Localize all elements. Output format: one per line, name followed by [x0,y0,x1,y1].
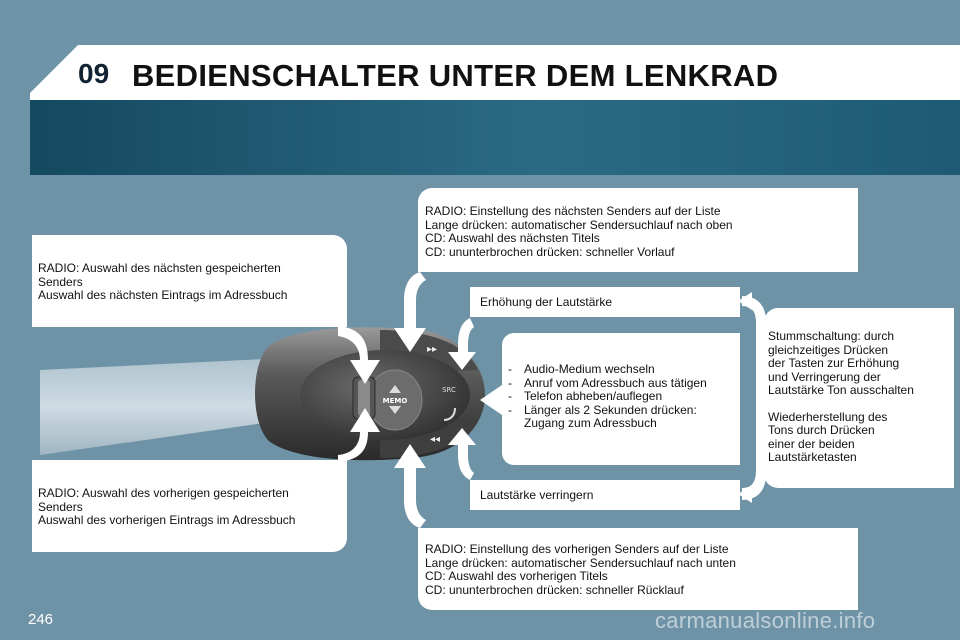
info-box-previous-station [418,528,858,610]
list-item-text: Zugang zum Adressbuch [524,416,657,430]
dash: - [508,389,512,403]
list-item [508,404,734,418]
text-line: Tons durch Drücken [768,423,875,437]
text-line: Senders [38,499,83,514]
volume-up-text: Erhöhung der Lautstärke [480,295,613,309]
info-box-next-station [418,188,858,272]
info-box-volume-up [470,287,740,317]
volume-down-text: Lautstärke verringern [480,488,594,502]
watermark: carmanualsonline.info [655,608,876,633]
memo-label: MEMO [382,397,408,405]
info-box-mute [764,308,954,488]
list-item [508,390,734,404]
bracket-right-icon [742,296,766,500]
text-line: Lautstärke Ton ausschalten [768,383,914,397]
text-line: der Tasten zur Erhöhung [768,356,900,370]
text-line: Wiederherstellung des [768,409,888,424]
text-line: und Verringerung der [768,369,881,384]
chapter-number: 09 [78,58,110,89]
info-box-volume-down [470,480,740,510]
text-line: einer der beiden [768,436,855,451]
dash: - [508,402,512,417]
list-item-text: Audio-Medium wechseln [524,362,655,376]
list-item-text: Anruf vom Adressbuch aus tätigen [524,375,707,390]
list-item [508,363,734,377]
text-line: Lange drücken: automatischer Sendersuchlauf nach oben [425,217,733,232]
text-line: CD: ununterbrochen drücken: schneller Vorlauf [425,244,675,259]
fast-forward-icon: ▸▸ [427,344,438,355]
text-line: Stummschaltung: durch [768,329,895,343]
text-line: RADIO: Auswahl des nächsten gespeicherten [38,261,281,275]
text-line: Lautstärketasten [768,450,857,464]
page-number: 246 [28,611,54,628]
dash: - [508,362,512,376]
text-line: RADIO: Auswahl des vorherigen gespeicherten [38,486,289,500]
list-item [508,377,734,391]
text-line: CD: ununterbrochen drücken: schneller Rücklauf [425,582,684,597]
text-line: gleichzeitiges Drücken [768,342,889,357]
rewind-icon: ◂◂ [430,434,441,445]
text-line: Lange drücken: automatischer Sendersuchlauf nach unten [425,555,736,570]
text-line: Senders [38,274,83,289]
bracket-arrow-down-icon [738,485,752,503]
text-line: RADIO: Einstellung des nächsten Senders auf der Liste [425,204,721,218]
text-line: RADIO: Einstellung des vorherigen Senders auf der Liste [425,542,729,556]
bracket-arrow-up-icon [738,292,752,310]
stalk-arm [40,358,285,455]
dash: - [508,375,512,390]
text-line: Auswahl des nächsten Eintrags im Adressbuch [38,288,288,302]
info-box-source-phone [502,333,740,465]
list-item-text: Länger als 2 Sekunden drücken: [524,402,697,417]
page-title: BEDIENSCHALTER UNTER DEM LENKRAD [132,58,779,93]
list-item-continuation [508,417,734,431]
info-box-previous-next-preset [32,235,347,327]
list-item-text: Telefon abheben/auflegen [524,389,663,403]
text-line: Auswahl des vorherigen Eintrags im Adressbuch [38,513,296,527]
text-line: CD: Auswahl des nächsten Titels [425,231,600,245]
text-line: CD: Auswahl des vorherigen Titels [425,569,608,583]
src-label: SRC [442,386,456,394]
info-box-previous-preset [32,460,347,552]
